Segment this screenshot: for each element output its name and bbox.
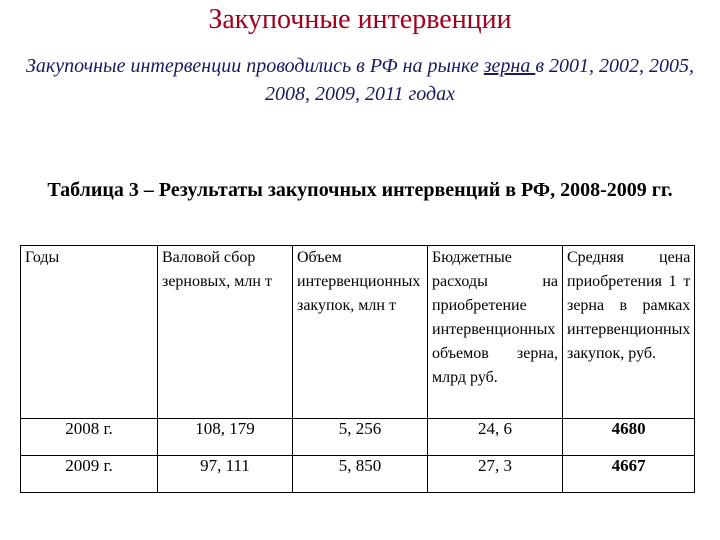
subtitle-underlined: зерна xyxy=(483,55,536,77)
subtitle xyxy=(8,52,712,108)
table-row xyxy=(21,419,695,456)
cell-volume: 5, 256 xyxy=(293,419,428,456)
header-budget: Бюджетные расходы на приобретение интервенционных объемов зерна, млрд руб. xyxy=(428,246,563,419)
cell-harvest: 97, 111 xyxy=(158,456,293,493)
subtitle-part1: Закупочные интервенции проводились в РФ на рынке xyxy=(25,55,484,77)
header-volume: Объем интервенционных закупок, млн т xyxy=(293,246,428,419)
results-table xyxy=(20,245,695,493)
header-harvest: Валовой сбор зерновых, млн т xyxy=(158,246,293,419)
cell-year: 2009 г. xyxy=(21,456,158,493)
table-row xyxy=(21,456,695,493)
cell-harvest: 108, 179 xyxy=(158,419,293,456)
cell-price: 4667 xyxy=(563,456,695,493)
subtitle-part2: в 2001, 2002, 2005, 2008, 2009, 2011 годах xyxy=(264,55,695,105)
cell-budget: 27, 3 xyxy=(428,456,563,493)
header-row xyxy=(21,246,695,419)
cell-volume: 5, 850 xyxy=(293,456,428,493)
header-years: Годы xyxy=(21,246,158,419)
cell-budget: 24, 6 xyxy=(428,419,563,456)
cell-price: 4680 xyxy=(563,419,695,456)
page-title: Закупочные интервенции xyxy=(208,4,512,35)
header-price: Средняя цена приобретения 1 т зерна в рамках интервенционных закупок, руб. xyxy=(563,246,695,419)
cell-year: 2008 г. xyxy=(21,419,158,456)
table-caption: Таблица 3 – Результаты закупочных интервенций в РФ, 2008-2009 гг. xyxy=(47,179,673,201)
